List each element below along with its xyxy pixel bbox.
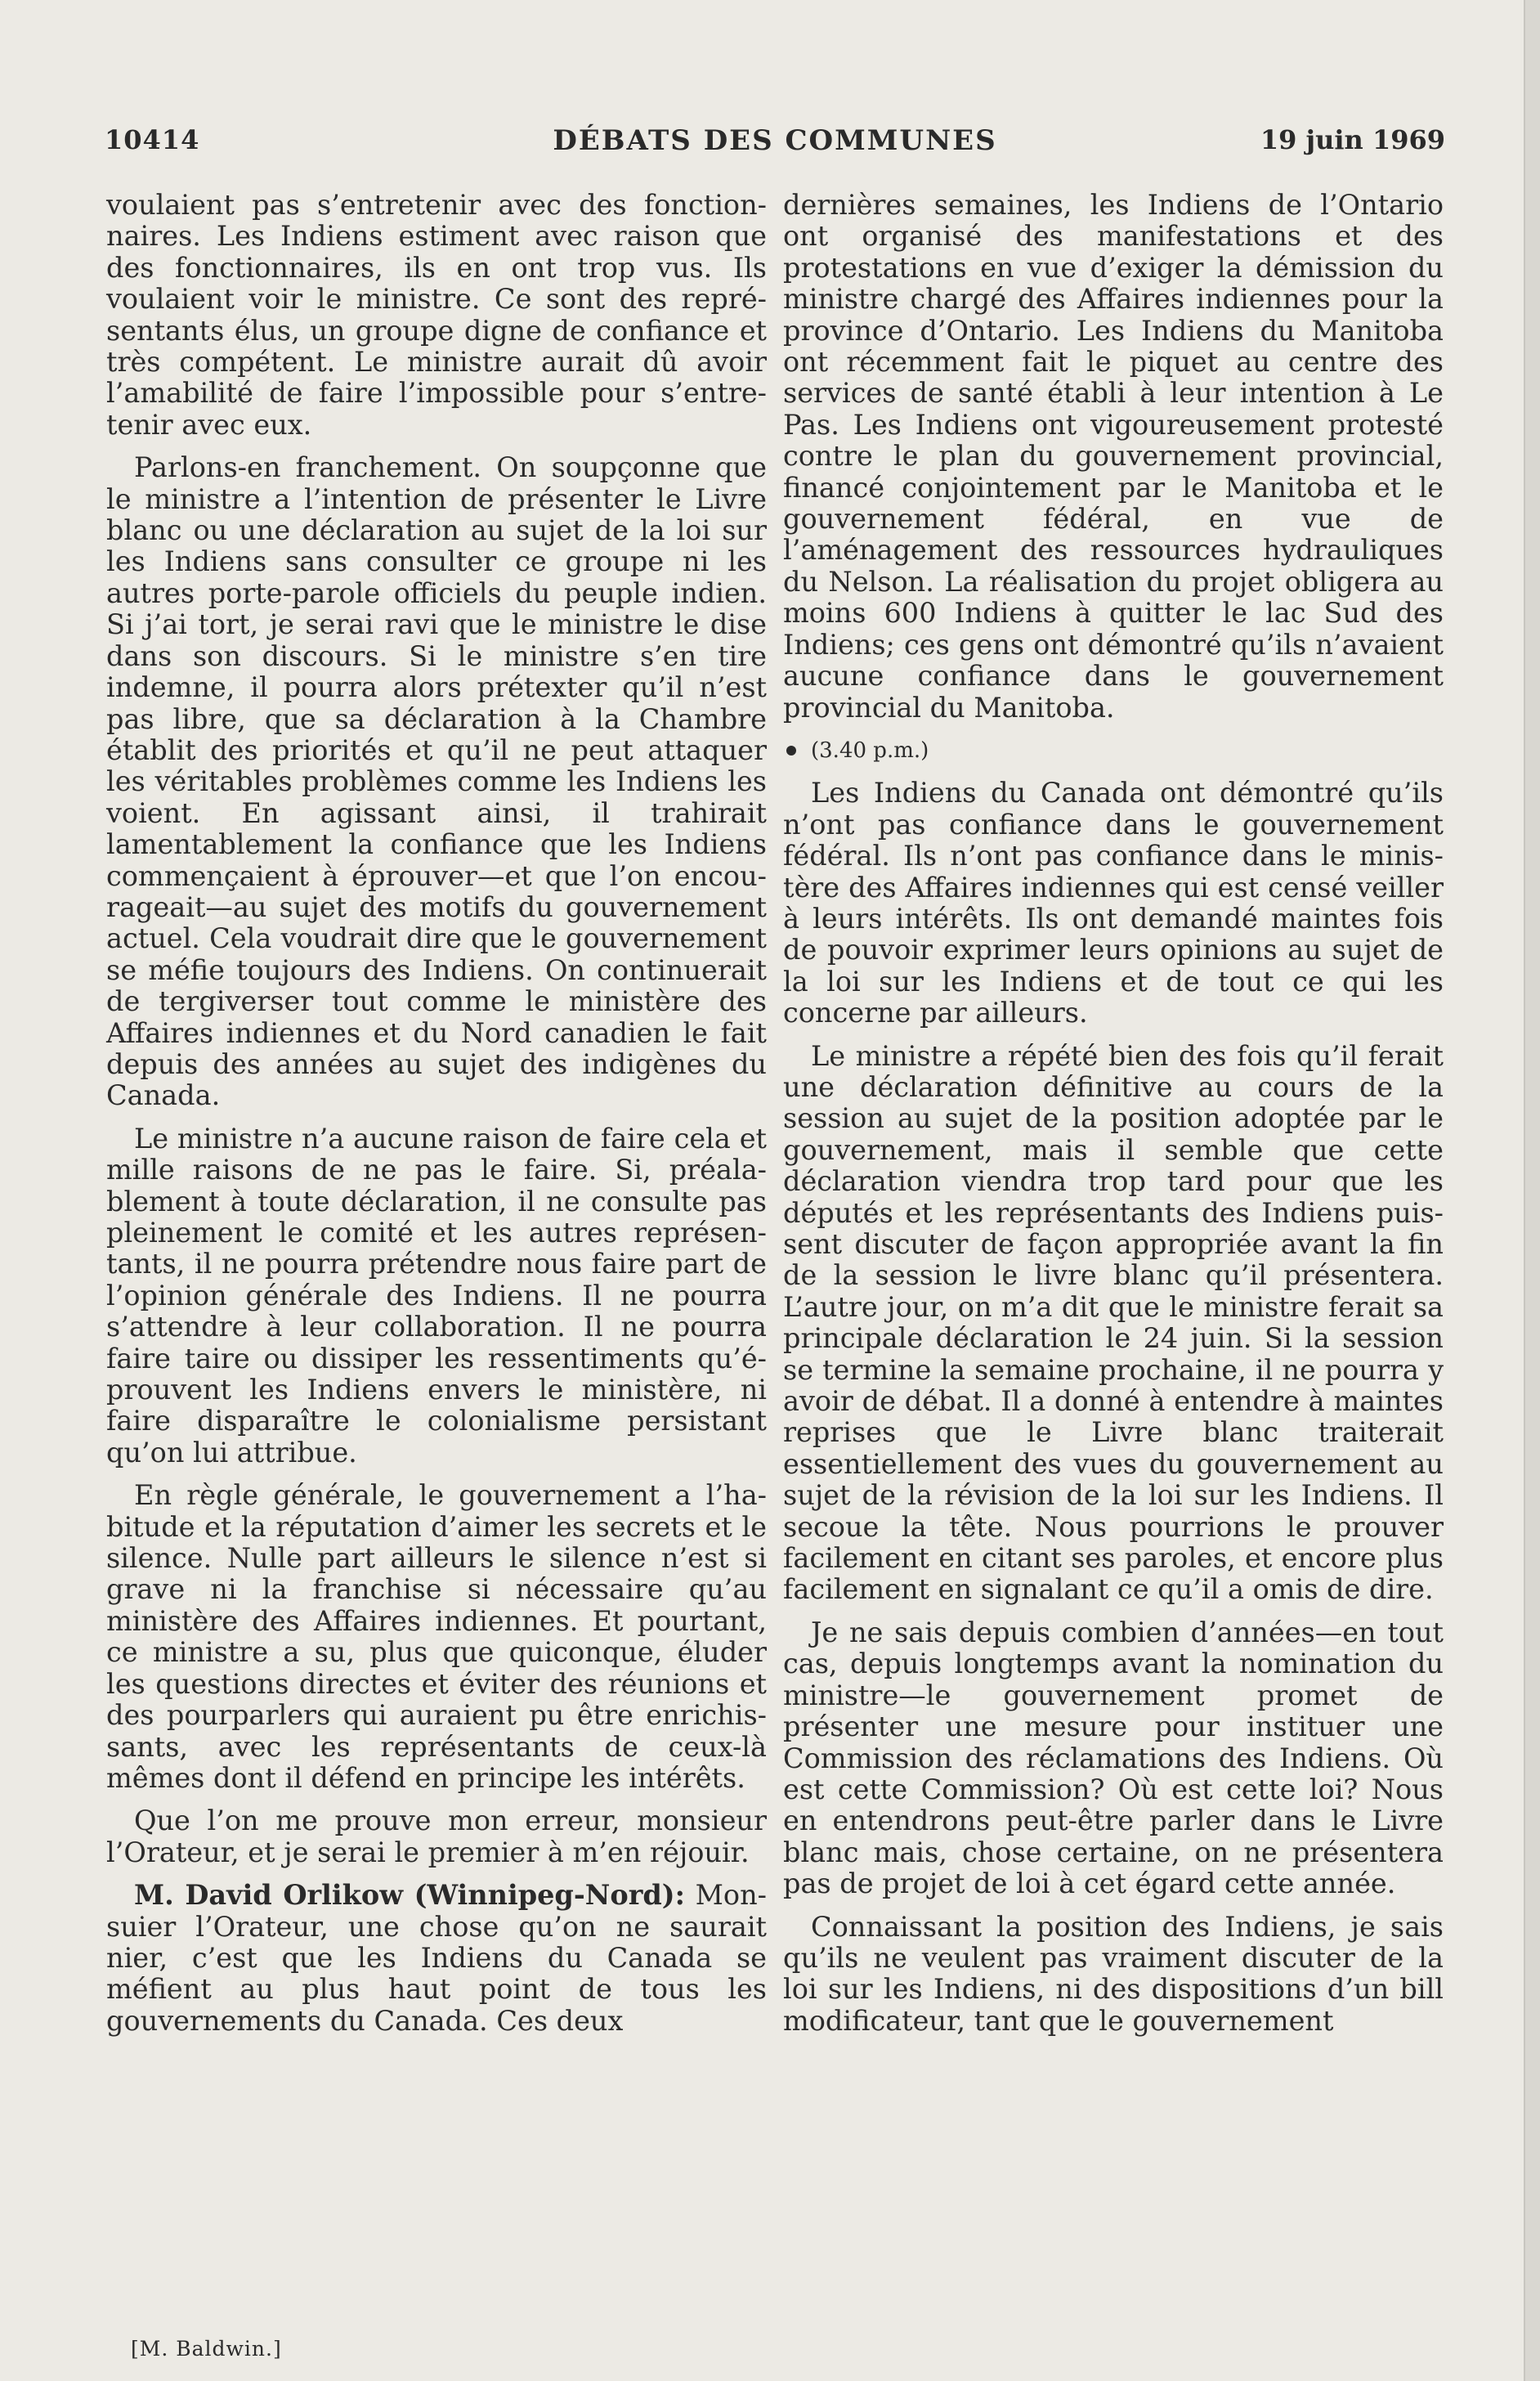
paragraph: Je ne sais depuis combien d’années—en tout cas, depuis longtemps avant la nomination du ministre—le gouvernement promet de présenter une mesure pour instituer une Commission des réclamations des Indiens. Où est cette Commission? Où est cette loi? Nous en entendrons peut-être parler dans le Livre blanc mais, chose certaine, on ne présentera pas de projet de loi à cet égard cette année. [783,1616,1444,1900]
paragraph: Le ministre n’a aucune raison de faire cela et mille raisons de ne pas le faire. Si, préalablement à toute déclaration, il ne consulte pas pleinement le comité et les autres représentants, il ne pourra prétendre nous faire part de l’opinion générale des Indiens. Il ne pourra s’attendre à leur collaboration. Il ne pourra faire taire ou dissiper les ressentiments qu’éprouvent les Indiens envers le ministère, ni faire disparaître le colonialisme persistant qu’on lui attribue. [106,1122,767,1469]
page-date: 19 juin 1969 [1260,124,1445,155]
paragraph: dernières semaines, les Indiens de l’Ontario ont organisé des manifestations et des protestations en vue d’exiger la démission du ministre chargé des Affaires indiennes pour la province d’Ontario. Les Indiens du Manitoba ont récemment fait le piquet au centre des services de santé établi à leur intention à Le Pas. Les Indiens ont vigoureusement protesté contre le plan du gouvernement provincial, financé conjointement par le Manitoba et le gouvernement fédéral, en vue de l’aménagement des ressources hydrauliques du Nelson. La réalisation du projet obligera au moins 600 Indiens à quitter le lac Sud des Indiens; ces gens ont démontré qu’ils n’avaient aucune confiance dans le gouvernement provincial du Manitoba. [783,189,1444,724]
speech-text: Monsuier l’Orateur, une chose qu’on ne saurait nier, c’est que les Indiens du Canada se méfient au plus haut point de tous les gouvernements du Canada. Ces deux [106,1879,767,2037]
footnote: [M. Baldwin.] [131,2337,282,2361]
page-header [105,124,1445,165]
bullet-icon [786,746,796,756]
paragraph: En règle générale, le gouvernement a l’habitude et la réputation d’aimer les secrets et le silence. Nulle part ailleurs le silence n’est si grave ni la franchise si nécessaire qu’au ministère des Affaires indiennes. Et pourtant, ce ministre a su, plus que quiconque, éluder les questions directes et éviter des réunions et des pourparlers qui auraient pu être enrichissants, avec les représentants de ceux-là mêmes dont il défend en principe les intérêts. [106,1479,767,1794]
page-number: 10414 [105,124,200,155]
paragraph: Que l’on me prouve mon erreur, monsieur l’Orateur, et je serai le premier à m’en réjouir. [106,1805,767,1868]
paragraph: Les Indiens du Canada ont démontré qu’ils n’ont pas confiance dans le gouvernement fédéral. Ils n’ont pas confiance dans le ministère des Affaires indiennes qui est censé veiller à leurs intérêts. Ils ont demandé maintes fois de pouvoir exprimer leurs opinions au sujet de la loi sur les Indiens et de tout ce qui les concerne par ailleurs. [783,777,1444,1029]
left-column [106,190,767,2048]
speaker-name: M. David Orlikow (Winnipeg-Nord): [134,1879,686,1912]
paragraph: Connaissant la position des Indiens, je sais qu’ils ne veulent pas vraiment discuter de la loi sur les Indiens, ni des dispositions d’un bill modificateur, tant que le gouvernement [783,1910,1444,2037]
paragraph: voulaient pas s’entretenir avec des fonctionnaires. Les Indiens estiment avec raison que des fonctionnaires, ils en ont trop vus. Ils voulaient voir le ministre. Ce sont des représentants élus, un groupe digne de confiance et très compétent. Le ministre aurait dû avoir l’amabilité de faire l’impossible pour s’entretenir avec eux. [106,189,767,441]
right-column [783,190,1444,2048]
timestamp [783,735,1444,766]
publication-title: DÉBATS DES COMMUNES [553,124,997,157]
paragraph: Parlons-en franchement. On soupçonne que le ministre a l’intention de présenter le Livre blanc ou une déclaration au sujet de la loi sur les Indiens sans consulter ce groupe ni les autres porte-parole officiels du peuple indien. Si j’ai tort, je serai ravi que le ministre le dise dans son discours. Si le ministre s’en tire indemne, il pourra alors prétexter qu’il n’est pas libre, que sa déclaration à la Chambre établit des priorités et qu’il ne peut attaquer les véritables problèmes comme les Indiens les voient. En agissant ainsi, il trahirait lamentablement la confiance que les Indiens commençaient à éprouver—et que l’on encourageait—au sujet des motifs du gouvernement actuel. Cela voudrait dire que le gouvernement se méfie toujours des Indiens. On continuerait de tergiverser tout comme le ministère des Affaires indiennes et du Nord canadien le fait depuis des années au sujet des indigènes du Canada. [106,451,767,1112]
speech-paragraph [106,1880,767,2037]
page-edge [1524,0,1540,2381]
paragraph: Le ministre a répété bien des fois qu’il ferait une déclaration définitive au cours de la session au sujet de la position adoptée par le gouvernement, mais il semble que cette déclaration viendra trop tard pour que les députés et les représentants des Indiens puissent discuter de façon appropriée avant la fin de la session le livre blanc qu’il présentera. L’autre jour, on m’a dit que le ministre ferait sa principale déclaration le 24 juin. Si la session se termine la semaine prochaine, il ne pourra y avoir de débat. Il a donné à entendre à maintes reprises que le Livre blanc traiterait essentiellement des vues du gouvernement au sujet de la révision de la loi sur les Indiens. Il secoue la tête. Nous pourrions le prouver facilement en citant ses paroles, et encore plus facilement en signalant ce qu’il a omis de dire. [783,1039,1444,1606]
timestamp-text: (3.40 p.m.) [811,738,929,763]
